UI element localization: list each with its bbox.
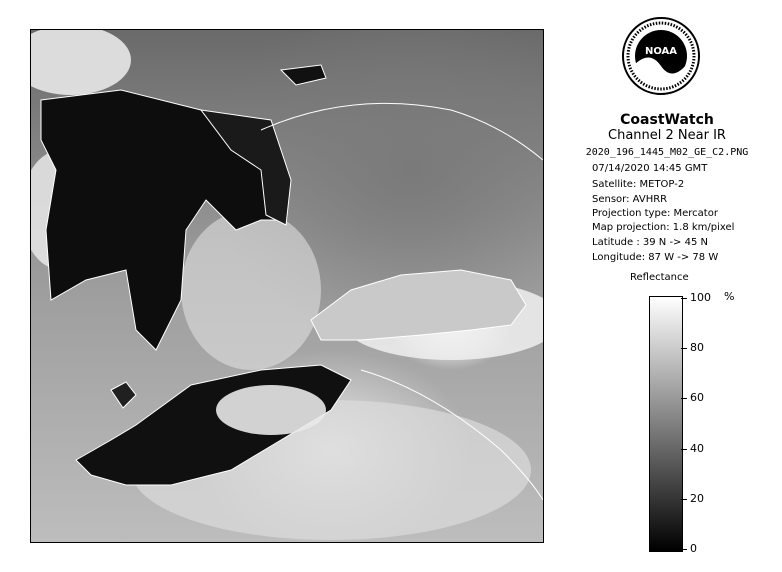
scale-tick	[681, 398, 687, 399]
cloud-northwest	[31, 30, 131, 95]
app-title: CoastWatch	[620, 112, 714, 128]
map-projection: Map projection: 1.8 km/pixel	[592, 222, 735, 233]
noaa-logo	[620, 14, 702, 102]
logo-text: NOAA	[644, 46, 678, 57]
lake-nipissing	[281, 65, 326, 85]
cloud-erie	[216, 385, 326, 435]
reflectance-scale-bar	[649, 296, 683, 552]
scale-tick	[681, 449, 687, 450]
lake-coastlines	[31, 30, 543, 542]
cloud-central	[181, 210, 321, 370]
scale-label-60: 60	[690, 391, 704, 404]
scale-title: Reflectance	[630, 272, 689, 283]
scale-label-100: 100	[690, 291, 711, 304]
sensor-info: Sensor: AVHRR	[592, 194, 668, 205]
satellite-image	[30, 29, 544, 543]
scale-label-80: 80	[690, 341, 704, 354]
scale-tick	[681, 499, 687, 500]
projection-type: Projection type: Mercator	[592, 208, 718, 219]
scale-tick	[681, 298, 687, 299]
satellite-info: Satellite: METOP-2	[592, 179, 685, 190]
date-time: 07/14/2020 14:45 GMT	[592, 163, 708, 174]
scale-tick	[681, 549, 687, 550]
latitude-range: Latitude : 39 N -> 45 N	[592, 237, 708, 248]
scale-tick	[681, 348, 687, 349]
lake-st-clair	[111, 382, 136, 408]
noaa-seal-icon	[620, 14, 702, 102]
scale-unit: %	[724, 290, 735, 303]
scale-label-20: 20	[690, 492, 704, 505]
image-filename: 2020_196_1445_M02_GE_C2.PNG	[585, 147, 749, 158]
scale-label-40: 40	[690, 442, 704, 455]
longitude-range: Longitude: 87 W -> 78 W	[592, 252, 719, 263]
scale-label-0: 0	[690, 542, 697, 555]
coastline-north	[261, 103, 543, 160]
channel-subtitle: Channel 2 Near IR	[608, 128, 726, 143]
